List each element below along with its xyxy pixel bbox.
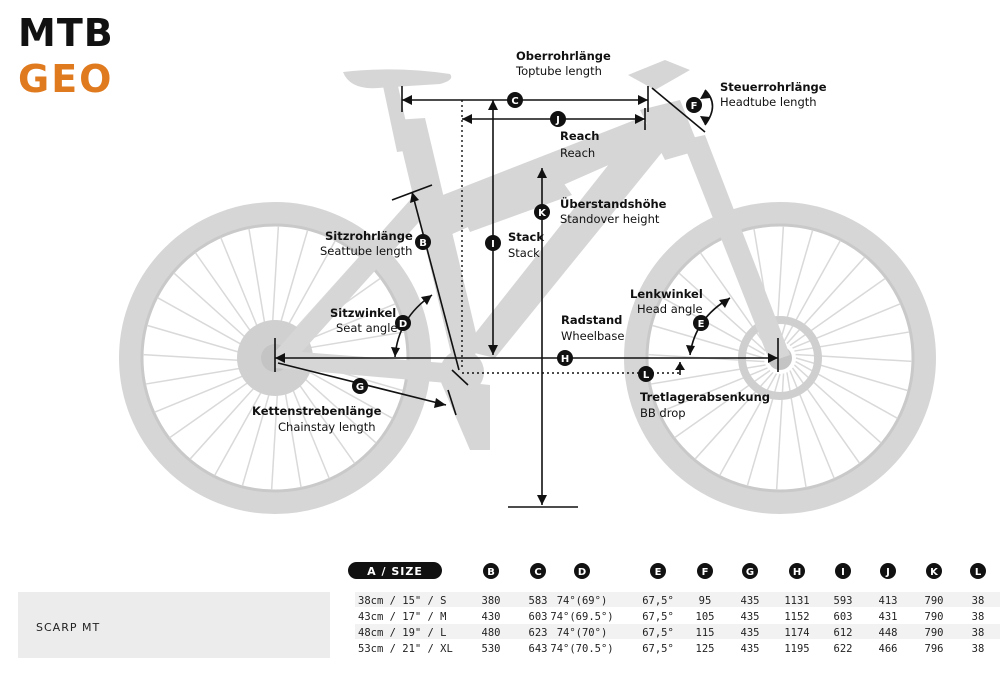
svg-text:E: E <box>654 567 662 578</box>
value-cell: 1131 <box>784 595 810 607</box>
column-badge-c <box>530 563 546 579</box>
value-cell: 796 <box>924 643 944 655</box>
svg-text:G: G <box>745 567 755 578</box>
svg-text:C: C <box>534 567 542 578</box>
value-cell: 623 <box>528 627 548 639</box>
svg-text:D: D <box>398 319 408 330</box>
value-cell: 67,5° <box>642 643 674 655</box>
label-stack-en: Stack <box>508 246 540 260</box>
value-cell: 1174 <box>784 627 810 639</box>
value-cell: 431 <box>878 611 898 623</box>
model-name: SCARP MT <box>36 621 101 634</box>
value-cell: 790 <box>924 627 944 639</box>
column-badge-d <box>574 563 590 579</box>
svg-text:H: H <box>792 567 802 578</box>
column-badge-e <box>650 563 666 579</box>
value-cell: 430 <box>481 611 501 623</box>
size-cell: 48cm / 19" / L <box>358 627 447 639</box>
label-toptube-de: Oberrohrlänge <box>516 49 611 63</box>
badge-e <box>693 315 709 331</box>
column-badge-h <box>789 563 805 579</box>
value-cell: 435 <box>740 643 760 655</box>
value-cell: 622 <box>833 643 853 655</box>
value-cell: 380 <box>481 595 501 607</box>
svg-text:K: K <box>538 208 546 219</box>
value-cell: 38 <box>971 611 985 623</box>
logo-mtb: MTB <box>18 11 114 55</box>
label-headangle-de: Lenkwinkel <box>630 287 703 301</box>
label-headangle-en: Head angle <box>637 302 703 316</box>
svg-text:G: G <box>355 382 365 393</box>
label-seattube-en: Seattube length <box>320 244 413 258</box>
value-cell: 38 <box>971 643 985 655</box>
badge-k <box>534 204 550 220</box>
value-cell: 74°(70.5°) <box>550 643 614 655</box>
value-cell: 593 <box>833 595 853 607</box>
badge-h <box>557 350 573 366</box>
size-cell: 43cm / 17" / M <box>358 611 447 623</box>
label-standover-en: Standover height <box>560 212 660 226</box>
column-badge-i <box>835 563 851 579</box>
column-badge-k <box>926 563 942 579</box>
size-header: A / SIZE <box>367 565 423 578</box>
value-cell: 67,5° <box>642 627 674 639</box>
label-seatangle-en: Seat angle <box>336 321 398 335</box>
badge-c <box>507 92 523 108</box>
label-stack-de: Stack <box>508 230 545 244</box>
label-headtube-en: Headtube length <box>720 95 817 109</box>
value-cell: 115 <box>695 627 715 639</box>
badge-l <box>638 366 654 382</box>
column-badge-j <box>880 563 896 579</box>
column-badge-f <box>697 563 713 579</box>
label-seattube-de: Sitzrohrlänge <box>325 229 413 243</box>
value-cell: 38 <box>971 627 985 639</box>
table-row <box>358 611 984 623</box>
value-cell: 480 <box>481 627 501 639</box>
svg-text:B: B <box>487 567 495 578</box>
value-cell: 125 <box>695 643 715 655</box>
badge-f <box>686 97 702 113</box>
label-wheelbase-en: Wheelbase <box>561 329 625 343</box>
column-badge-g <box>742 563 758 579</box>
value-cell: 95 <box>698 595 712 607</box>
geometry-table <box>18 562 1000 658</box>
svg-text:D: D <box>577 567 587 578</box>
label-seatangle-de: Sitzwinkel <box>330 306 397 320</box>
badge-i <box>485 235 501 251</box>
label-wheelbase-de: Radstand <box>561 313 623 327</box>
value-cell: 435 <box>740 611 760 623</box>
size-cell: 38cm / 15" / S <box>358 595 447 607</box>
value-cell: 583 <box>528 595 548 607</box>
value-cell: 74°(70°) <box>556 627 608 639</box>
column-badge-b <box>483 563 499 579</box>
value-cell: 67,5° <box>642 595 674 607</box>
badge-b <box>415 234 431 250</box>
label-bbdrop-de: Tretlagerabsenkung <box>640 390 771 404</box>
svg-text:C: C <box>511 96 519 107</box>
svg-text:H: H <box>560 354 570 365</box>
svg-text:B: B <box>419 238 427 249</box>
value-cell: 435 <box>740 595 760 607</box>
bike-silhouette <box>130 60 925 503</box>
svg-text:J: J <box>556 115 560 126</box>
value-cell: 790 <box>924 611 944 623</box>
svg-text:K: K <box>930 567 938 578</box>
value-cell: 448 <box>878 627 898 639</box>
svg-text:F: F <box>701 567 709 578</box>
svg-text:J: J <box>886 567 890 578</box>
value-cell: 790 <box>924 595 944 607</box>
value-cell: 603 <box>528 611 548 623</box>
logo-geo: GEO <box>18 57 114 101</box>
label-reach-en: Reach <box>560 146 596 160</box>
value-cell: 603 <box>833 611 853 623</box>
label-standover-de: Überstandshöhe <box>560 197 667 211</box>
value-cell: 1195 <box>784 643 810 655</box>
label-chainstay-de: Kettenstrebenlänge <box>252 404 382 418</box>
label-bbdrop-en: BB drop <box>640 406 686 420</box>
label-toptube-en: Toptube length <box>516 64 602 78</box>
column-badges <box>483 563 986 579</box>
value-cell: 530 <box>481 643 501 655</box>
column-badge-l <box>970 563 986 579</box>
svg-text:F: F <box>690 101 698 112</box>
value-cell: 74°(69°) <box>556 595 608 607</box>
svg-text:E: E <box>697 319 705 330</box>
label-headtube-de: Steuerrohrlänge <box>720 80 827 94</box>
label-reach-de: Reach <box>560 129 600 143</box>
label-chainstay-en: Chainstay length <box>278 420 376 434</box>
value-cell: 1152 <box>784 611 810 623</box>
badge-g <box>352 378 368 394</box>
value-cell: 74°(69.5°) <box>550 611 614 623</box>
value-cell: 435 <box>740 627 760 639</box>
value-cell: 38 <box>971 595 985 607</box>
value-cell: 612 <box>833 627 853 639</box>
svg-text:I: I <box>491 239 495 250</box>
svg-text:L: L <box>974 567 982 578</box>
size-cell: 53cm / 21" / XL <box>358 643 453 655</box>
value-cell: 413 <box>878 595 898 607</box>
value-cell: 466 <box>878 643 898 655</box>
badge-j <box>550 111 566 127</box>
svg-text:I: I <box>841 567 845 578</box>
value-cell: 643 <box>528 643 548 655</box>
table-row <box>358 643 984 655</box>
value-cell: 105 <box>695 611 715 623</box>
value-cell: 67,5° <box>642 611 674 623</box>
svg-text:L: L <box>642 370 650 381</box>
